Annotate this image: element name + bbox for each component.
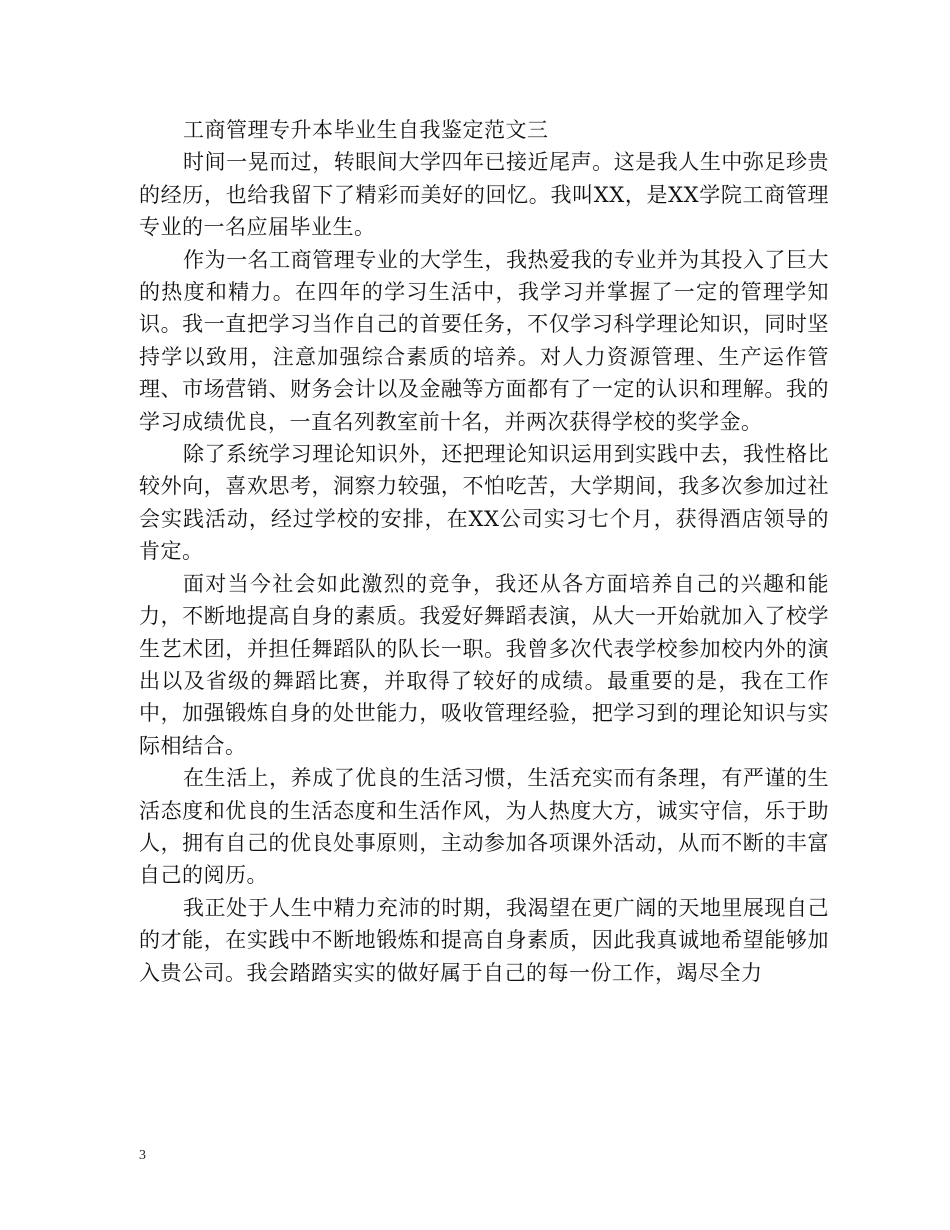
paragraph-3: 除了系统学习理论知识外，还把理论知识运用到实践中去，我性格比较外向，喜欢思考，洞察力较强，不怕吃苦，大学期间，我多次参加过社会实践活动，经过学校的安排，在XX公司实习七个月，获得酒店领导的肯定。 [139,442,829,564]
paragraph-5: 在生活上，养成了优良的生活习惯，生活充实而有条理，有严谨的生活态度和优良的生活态度和生活作风，为人热度大方，诚实守信，乐于助人，拥有自己的优良处事原则，主动参加各项课外活动，从而不断的丰富自己的阅历。 [139,766,829,888]
paragraph-1: 时间一晃而过，转眼间大学四年已接近尾声。这是我人生中弥足珍贵的经历，也给我留下了精彩而美好的回忆。我叫XX，是XX学院工商管理专业的一名应届毕业生。 [139,150,829,240]
page-number: 3 [139,1148,146,1163]
paragraph-6: 我正处于人生中精力充沛的时期，我渴望在更广阔的天地里展现自己的才能，在实践中不断地锻炼和提高自身素质，因此我真诚地希望能够加入贵公司。我会踏踏实实的做好属于自己的每一份工作，竭尽全力 [139,895,829,985]
document-body [139,114,829,989]
paragraph-2: 作为一名工商管理专业的大学生，我热爱我的专业并为其投入了巨大的热度和精力。在四年的学习生活中，我学习并掌握了一定的管理学知识。我一直把学习当作自己的首要任务，不仅学习科学理论知识，同时坚持学以致用，注意加强综合素质的培养。对人力资源管理、生产运作管理、市场营销、财务会计以及金融等方面都有了一定的认识和理解。我的学习成绩优良，一直名列教室前十名，并两次获得学校的奖学金。 [139,247,829,434]
paragraph-4: 面对当今社会如此激烈的竞争，我还从各方面培养自己的兴趣和能力，不断地提高自身的素质。我爱好舞蹈表演，从大一开始就加入了校学生艺术团，并担任舞蹈队的队长一职。我曾多次代表学校参加校内外的演出以及省级的舞蹈比赛，并取得了较好的成绩。最重要的是，我在工作中，加强锻炼自身的处世能力，吸收管理经验，把学习到的理论知识与实际相结合。 [139,571,829,758]
document-title: 工商管理专升本毕业生自我鉴定范文三 [183,118,549,142]
